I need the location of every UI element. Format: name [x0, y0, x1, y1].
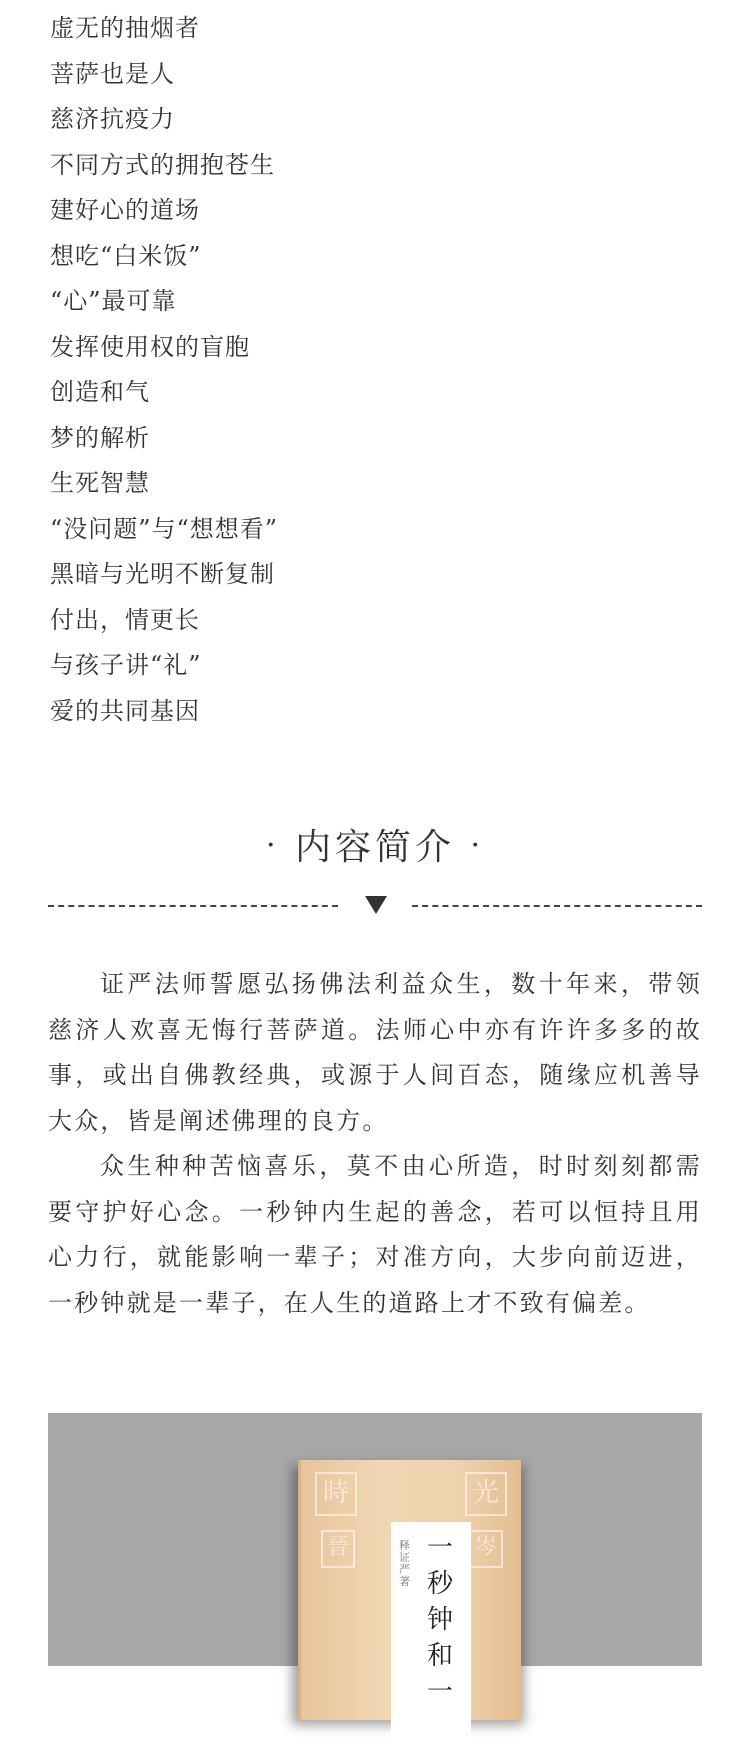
- cover-seal: 岑: [469, 1530, 503, 1568]
- cover-title-panel: [391, 1522, 471, 1742]
- toc-item: “心”最可靠: [50, 287, 177, 315]
- book-cover: [298, 1460, 521, 1720]
- toc-item: 与孩子讲“礼”: [50, 651, 202, 679]
- toc-item: 生死智慧: [50, 469, 150, 497]
- divider-line-left: [48, 905, 338, 907]
- toc-item: 黑暗与光明不断复制: [50, 560, 275, 588]
- section-divider: [48, 894, 702, 918]
- toc-item: 建好心的道场: [50, 196, 200, 224]
- table-of-contents: [50, 8, 700, 736]
- toc-item: 付出，情更长: [50, 605, 200, 634]
- title-dot-right: ·: [470, 828, 484, 863]
- toc-item: 梦的解析: [50, 423, 150, 452]
- divider-line-right: [412, 905, 702, 907]
- toc-item: 虚无的抽烟者: [50, 14, 200, 42]
- cover-seal: 時: [315, 1472, 357, 1516]
- intro-paragraph: 证严法师誓愿弘扬佛法利益众生，数十年来，带领慈济人欢喜无悔行菩萨道。法师心中亦有许许多多的故事，或出自佛教经典，或源于人间百态，随缘应机善导大众，皆是阐述佛理的良方。: [48, 970, 702, 1135]
- toc-item: 爱的共同基因: [50, 696, 200, 725]
- cover-title: 一秒钟和一: [427, 1533, 454, 1707]
- cover-seal: 光: [465, 1472, 507, 1516]
- toc-item: 慈济抗疫力: [50, 105, 175, 133]
- title-dot-left: ·: [265, 828, 280, 863]
- cover-seal: 晉: [321, 1530, 355, 1568]
- toc-item: 不同方式的拥抱苍生: [50, 150, 275, 179]
- toc-item: 发挥使用权的盲胞: [50, 332, 250, 361]
- cover-author: 释证严 著: [399, 1539, 410, 1588]
- intro-text: [48, 962, 702, 1326]
- section-title-text: 内容简介: [294, 827, 455, 868]
- toc-item: 想吃“白米饭”: [50, 241, 202, 270]
- triangle-down-icon: [365, 896, 387, 914]
- intro-paragraph: 众生种种苦恼喜乐，莫不由心所造，时时刻刻都需要守护好心念。一秒钟内生起的善念，若可以恒持且用心力行，就能影响一辈子；对准方向，大步向前迈进，一秒钟就是一辈子，在人生的道路上才不致有偏差。: [48, 1152, 702, 1317]
- book-photo: [48, 1413, 702, 1707]
- toc-item: 菩萨也是人: [50, 59, 175, 88]
- toc-item: 创造和气: [50, 378, 150, 406]
- toc-item: “没问题”与“想想看”: [50, 514, 279, 543]
- section-title: [0, 818, 750, 876]
